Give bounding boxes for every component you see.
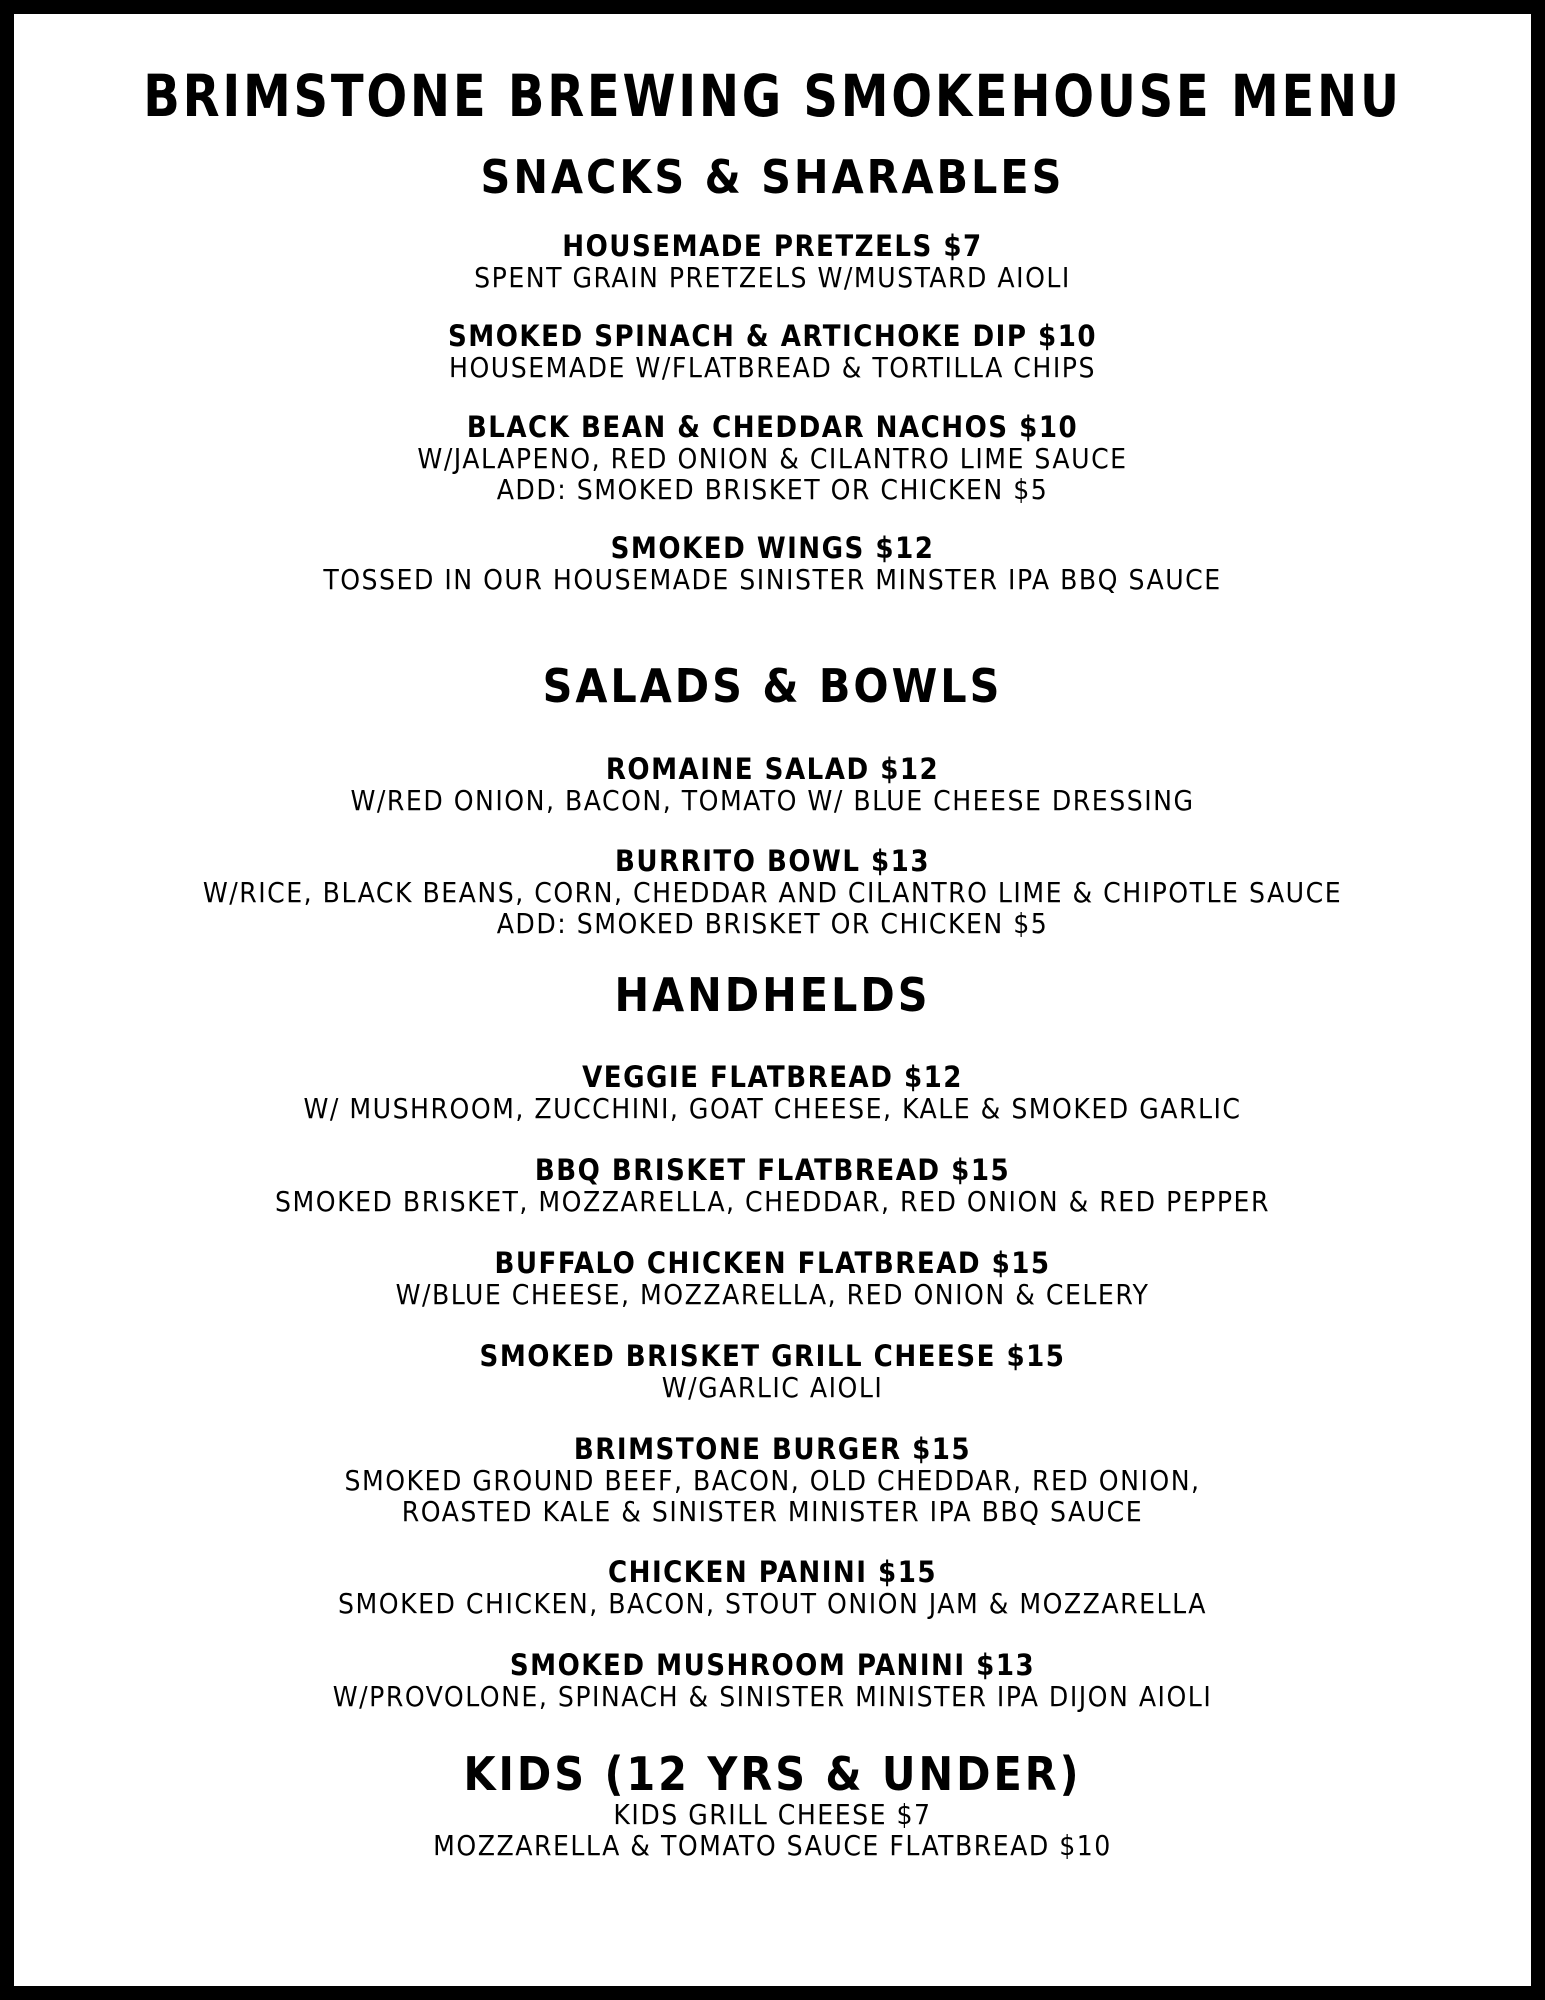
item-description: HOUSEMADE W/FLATBREAD & TORTILLA CHIPS — [449, 351, 1096, 384]
item-name: SMOKED WINGS $12 — [610, 531, 935, 565]
item-name: BBQ BRISKET FLATBREAD $15 — [534, 1153, 1011, 1187]
section-heading-snacks: SNACKS & SHARABLES — [480, 150, 1065, 204]
kids-item-grill-cheese: KIDS GRILL CHEESE $7 — [613, 1798, 932, 1831]
item-name: ROMAINE SALAD $12 — [605, 752, 940, 786]
section-heading-handhelds: HANDHELDS — [614, 968, 931, 1022]
item-description: SMOKED CHICKEN, BACON, STOUT ONION JAM & MOZZARELLA — [338, 1587, 1207, 1620]
item-name: BRIMSTONE BURGER $15 — [573, 1432, 972, 1466]
item-description: SMOKED GROUND BEEF, BACON, OLD CHEDDAR, RED ONION, — [344, 1464, 1201, 1497]
item-name: BLACK BEAN & CHEDDAR NACHOS $10 — [466, 410, 1079, 444]
menu-item-smoked-wings — [14, 533, 1531, 595]
menu-item-housemade-pretzels — [14, 231, 1531, 293]
item-name: BUFFALO CHICKEN FLATBREAD $15 — [494, 1246, 1051, 1280]
menu-item-bbq-brisket-flatbread — [14, 1155, 1531, 1217]
item-description: SMOKED BRISKET, MOZZARELLA, CHEDDAR, RED ONION & RED PEPPER — [275, 1185, 1270, 1218]
item-name: SMOKED SPINACH & ARTICHOKE DIP $10 — [447, 319, 1098, 353]
kids-item-flatbread: MOZZARELLA & TOMATO SAUCE FLATBREAD $10 — [433, 1829, 1112, 1862]
item-name: VEGGIE FLATBREAD $12 — [582, 1060, 963, 1094]
item-description: W/RICE, BLACK BEANS, CORN, CHEDDAR AND CILANTRO LIME & CHIPOTLE SAUCE — [202, 876, 1343, 909]
section-heading-kids: KIDS (12 YRS & UNDER) — [463, 1747, 1082, 1801]
item-description: SPENT GRAIN PRETZELS W/MUSTARD AIOLI — [474, 261, 1071, 294]
menu-item-burrito-bowl — [14, 846, 1531, 939]
menu-item-buffalo-chicken-flatbread — [14, 1248, 1531, 1310]
item-description: W/RED ONION, BACON, TOMATO W/ BLUE CHEESE DRESSING — [350, 784, 1195, 817]
kids-items — [14, 1799, 1531, 1861]
item-description: W/ MUSHROOM, ZUCCHINI, GOAT CHEESE, KALE & SMOKED GARLIC — [303, 1092, 1242, 1125]
item-description: W/GARLIC AIOLI — [661, 1371, 884, 1404]
menu-item-veggie-flatbread — [14, 1062, 1531, 1124]
item-description: W/BLUE CHEESE, MOZZARELLA, RED ONION & CELERY — [395, 1278, 1150, 1311]
menu-item-chicken-panini — [14, 1557, 1531, 1619]
menu-item-nachos — [14, 412, 1531, 505]
menu-item-mushroom-panini — [14, 1650, 1531, 1712]
item-name: SMOKED BRISKET GRILL CHEESE $15 — [479, 1339, 1066, 1373]
menu-item-romaine-salad — [14, 754, 1531, 816]
item-name: HOUSEMADE PRETZELS $7 — [562, 229, 983, 263]
menu-item-brisket-grill-cheese — [14, 1341, 1531, 1403]
section-heading-salads: SALADS & BOWLS — [542, 659, 1003, 713]
item-name: CHICKEN PANINI $15 — [607, 1555, 938, 1589]
menu-page — [14, 14, 1531, 1986]
item-description: W/JALAPENO, RED ONION & CILANTRO LIME SAUCE — [417, 442, 1128, 475]
item-addon: ADD: SMOKED BRISKET OR CHICKEN $5 — [496, 907, 1049, 940]
menu-item-brimstone-burger — [14, 1434, 1531, 1527]
item-description: TOSSED IN OUR HOUSEMADE SINISTER MINSTER IPA BBQ SAUCE — [323, 563, 1222, 596]
menu-title: BRIMSTONE BREWING SMOKEHOUSE MENU — [143, 62, 1402, 130]
item-name: BURRITO BOWL $13 — [614, 844, 930, 878]
item-description: W/PROVOLONE, SPINACH & SINISTER MINISTER IPA DIJON AIOLI — [332, 1680, 1213, 1713]
menu-item-spinach-artichoke-dip — [14, 321, 1531, 383]
item-description-cont: ROASTED KALE & SINISTER MINISTER IPA BBQ SAUCE — [401, 1495, 1144, 1528]
item-name: SMOKED MUSHROOM PANINI $13 — [509, 1648, 1036, 1682]
item-addon: ADD: SMOKED BRISKET OR CHICKEN $5 — [496, 473, 1049, 506]
